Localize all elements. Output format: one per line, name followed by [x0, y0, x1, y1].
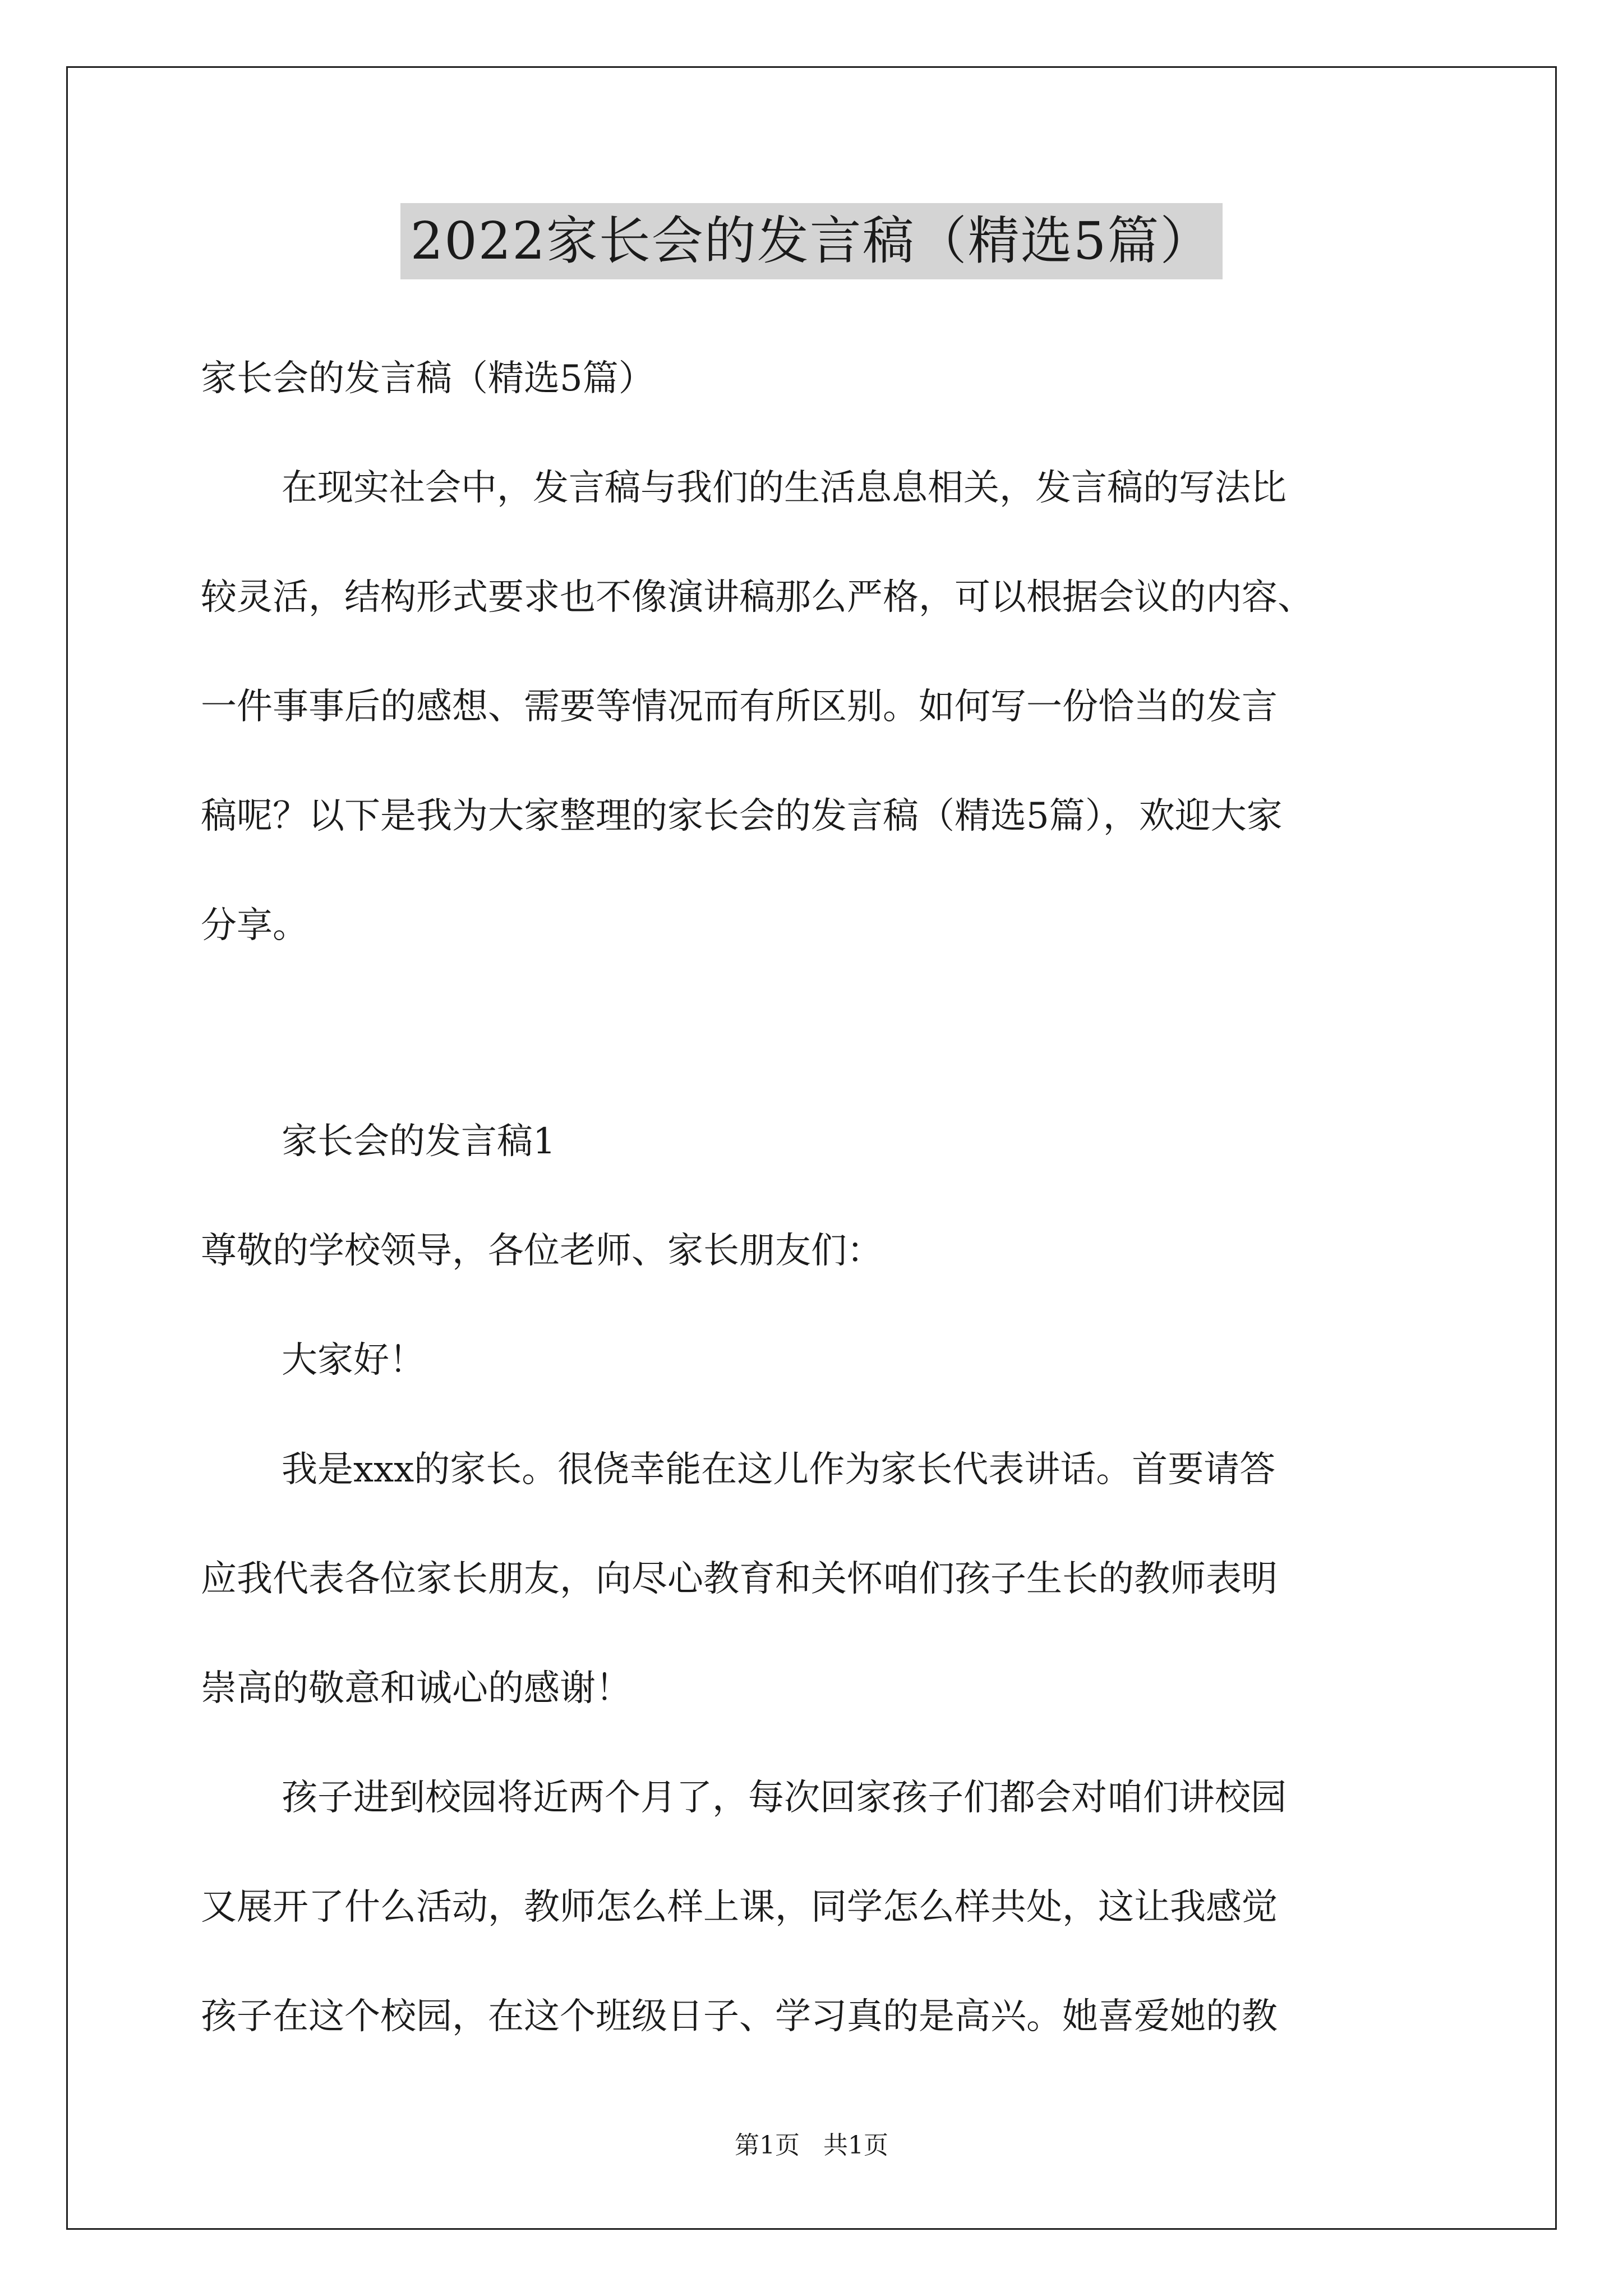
paragraph-line: 一件事事后的感想、需要等情况而有所区别。如何写一份恰当的发言 [201, 686, 1278, 728]
greeting-line: 大家好！ [282, 1340, 425, 1381]
paragraph-line: 崇高的敬意和诚心的感谢！ [201, 1668, 631, 1709]
paragraph-line: 稿呢？以下是我为大家整理的家长会的发言稿（精选5篇），欢迎大家 [201, 795, 1283, 837]
paragraph-line: 应我代表各位家长朋友，向尽心教育和关怀咱们孩子生长的教师表明 [201, 1558, 1278, 1600]
section-heading: 家长会的发言稿1 [282, 1121, 556, 1162]
document-title: 2022家长会的发言稿（精选5篇） [400, 203, 1223, 279]
page-number-footer: 第1页 共1页 [735, 2131, 888, 2160]
title-container [0, 203, 1623, 279]
subtitle-line: 家长会的发言稿（精选5篇） [201, 358, 654, 399]
paragraph-line: 在现实社会中，发言稿与我们的生活息息相关，发言稿的写法比 [282, 467, 1287, 509]
paragraph-line: 又展开了什么活动，教师怎么样上课，同学怎么样共处，这让我感觉 [201, 1887, 1278, 1928]
salutation-line: 尊敬的学校领导，各位老师、家长朋友们： [201, 1230, 883, 1272]
paragraph-line: 孩子进到校园将近两个月了，每次回家孩子们都会对咱们讲校园 [282, 1777, 1287, 1819]
paragraph-line: 较灵活，结构形式要求也不像演讲稿那么严格，可以根据会议的内容、 [201, 577, 1313, 618]
paragraph-line: 孩子在这个校园，在这个班级日子、学习真的是高兴。她喜爱她的教 [201, 1996, 1278, 2037]
paragraph-line: 我是xxx的家长。很侥幸能在这儿作为家长代表讲话。首要请答 [282, 1449, 1276, 1490]
paragraph-line: 分享。 [201, 905, 308, 946]
